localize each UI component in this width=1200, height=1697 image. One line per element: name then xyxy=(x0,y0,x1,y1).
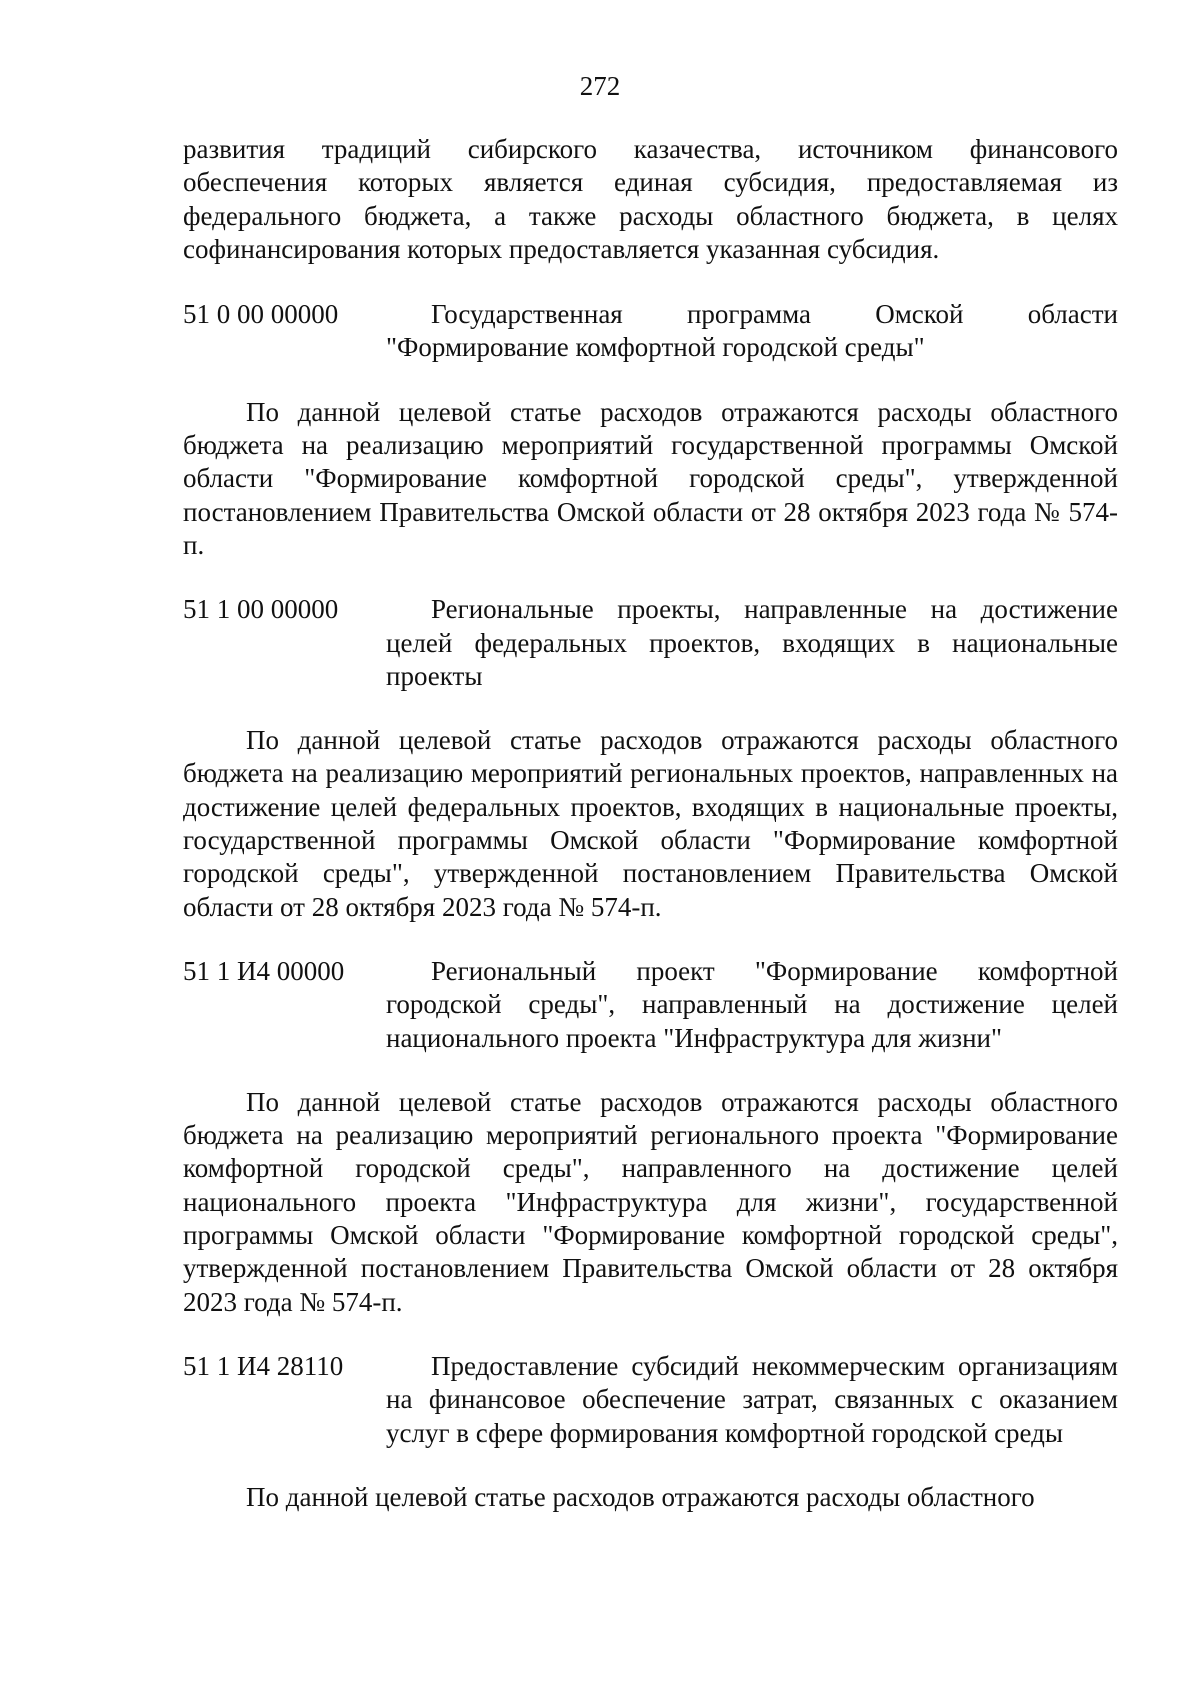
budget-entry-description: По данной целевой статье расходов отражаются расходы областного xyxy=(246,1481,1035,1512)
budget-entry-title: Региональный проект "Формирование комфортной городской среды", направленный на достижение целей национального проекта "Инфраструктура для жизни" xyxy=(386,955,1118,1053)
budget-entry xyxy=(183,298,1118,365)
budget-entry xyxy=(183,593,1118,693)
document-body xyxy=(183,133,1118,1545)
budget-entry-description: По данной целевой статье расходов отражаются расходы областного бюджета на реализацию мероприятий региональных проектов, направленных на достижение целей федеральных проектов, входящих в национальные проекты, государственной программы Омской области "Формирование комфортной городской среды", утвержденной постановлением Правительства Омской области от 28 октября 2023 года № 574-п. xyxy=(183,725,1118,922)
budget-entry-description: По данной целевой статье расходов отражаются расходы областного бюджета на реализацию мероприятий регионального проекта "Формирование комфортной городской среды", направленного на достижение целей национального проекта "Инфраструктура для жизни", государственной программы Омской области "Формирование комфортной городской среды", утвержденной постановлением Правительства Омской области от 28 октября 2023 года № 574-п. xyxy=(183,1086,1118,1317)
intro-paragraph: развития традиций сибирского казачества, источником финансового обеспечения которых является единая субсидия, предоставляемая из федерального бюджета, а также расходы областного бюджета, в целях софинансирования которых предоставляется указанная субсидия. xyxy=(183,134,1118,264)
budget-entry-description: По данной целевой статье расходов отражаются расходы областного бюджета на реализацию мероприятий государственной программы Омской области "Формирование комфортной городской среды", утвержденной постановлением Правительства Омской области от 28 октября 2023 года № 574-п. xyxy=(183,396,1118,560)
budget-entry-title: Государственная программа Омской области "Формирование комфортной городской среды" xyxy=(386,299,1118,363)
page-number: 272 xyxy=(579,71,621,101)
budget-entry xyxy=(183,955,1118,1055)
budget-code: 51 1 00 00000 xyxy=(183,594,339,625)
budget-entry-title: Предоставление субсидий некоммерческим организациям на финансовое обеспечение затрат, связанных с оказанием услуг в сфере формирования комфортной городской среды xyxy=(386,1350,1118,1448)
budget-code: 51 1 И4 28110 xyxy=(183,1350,344,1381)
budget-code: 51 0 00 00000 xyxy=(183,299,339,330)
budget-entry-title: Региональные проекты, направленные на достижение целей федеральных проектов, входящих в национальные проекты xyxy=(386,594,1118,691)
budget-code: 51 1 И4 00000 xyxy=(183,955,345,986)
budget-entry xyxy=(183,1350,1118,1450)
